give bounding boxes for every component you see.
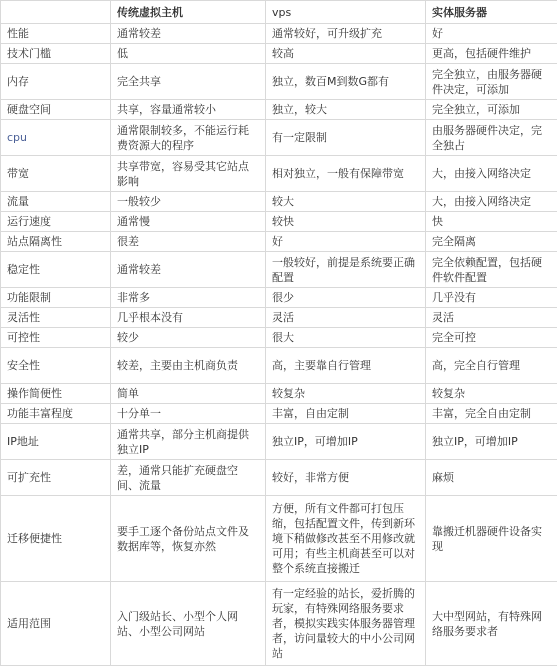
- cell-virtual-host: 通常限制较多，不能运行耗费资源大的程序: [111, 120, 266, 156]
- cell-virtual-host: 要手工逐个备份站点文件及数据库等，恢复亦然: [111, 496, 266, 582]
- cell-virtual-host: 通常慢: [111, 212, 266, 232]
- row-label: 硬盘空间: [1, 100, 111, 120]
- cell-virtual-host: 通常较差: [111, 24, 266, 44]
- cell-virtual-host: 很差: [111, 232, 266, 252]
- row-label: 灵活性: [1, 308, 111, 328]
- row-label: 安全性: [1, 348, 111, 384]
- header-vps: vps: [266, 1, 426, 24]
- table-row: [1, 288, 557, 308]
- cell-virtual-host: 较差，主要由主机商负责: [111, 348, 266, 384]
- cell-dedicated-server: 完全独立，由服务器硬件决定，可添加: [426, 64, 557, 100]
- cell-vps: 丰富，自由定制: [266, 404, 426, 424]
- table-row: [1, 100, 557, 120]
- table-row: [1, 156, 557, 192]
- cell-vps: 较复杂: [266, 384, 426, 404]
- row-label: 适用范围: [1, 582, 111, 666]
- cell-virtual-host: 几乎根本没有: [111, 308, 266, 328]
- row-label: 带宽: [1, 156, 111, 192]
- cell-dedicated-server: 完全依赖配置，包括硬件软件配置: [426, 252, 557, 288]
- cell-virtual-host: 入门级站长、小型个人网站、小型公司网站: [111, 582, 266, 666]
- row-label: 流量: [1, 192, 111, 212]
- cell-vps: 高，主要靠自行管理: [266, 348, 426, 384]
- cell-dedicated-server: 快: [426, 212, 557, 232]
- table-row: [1, 64, 557, 100]
- cell-vps: 很少: [266, 288, 426, 308]
- table-row: [1, 348, 557, 384]
- cell-vps: 独立，数百M到数G都有: [266, 64, 426, 100]
- cell-dedicated-server: 完全可控: [426, 328, 557, 348]
- cell-vps: 一般较好，前提是系统要正确配置: [266, 252, 426, 288]
- cell-dedicated-server: 高，完全自行管理: [426, 348, 557, 384]
- table-row: [1, 24, 557, 44]
- cell-virtual-host: 通常共享，部分主机商提供独立IP: [111, 424, 266, 460]
- row-label: 可扩充性: [1, 460, 111, 496]
- table-row: [1, 192, 557, 212]
- cell-vps: 方便，所有文件都可打包压缩，包括配置文件，传到新环境下稍做修改甚至不用修改就可用；有些主机商甚至可以对整个系统直接搬迁: [266, 496, 426, 582]
- cell-virtual-host: 较少: [111, 328, 266, 348]
- header-virtual-host: 传统虚拟主机: [111, 1, 266, 24]
- table-row: [1, 120, 557, 156]
- row-label: 功能丰富程度: [1, 404, 111, 424]
- cell-dedicated-server: 更高，包括硬件维护: [426, 44, 557, 64]
- table-row: [1, 460, 557, 496]
- cell-virtual-host: 共享，容量通常较小: [111, 100, 266, 120]
- cell-virtual-host: 完全共享: [111, 64, 266, 100]
- row-label: 运行速度: [1, 212, 111, 232]
- row-label: 内存: [1, 64, 111, 100]
- cell-vps: 有一定限制: [266, 120, 426, 156]
- cell-dedicated-server: 靠搬迁机器硬件设备实现: [426, 496, 557, 582]
- cell-virtual-host: 低: [111, 44, 266, 64]
- cell-virtual-host: 简单: [111, 384, 266, 404]
- table-row: [1, 582, 557, 666]
- cell-vps: 很大: [266, 328, 426, 348]
- row-label: 稳定性: [1, 252, 111, 288]
- table-row: [1, 44, 557, 64]
- table-row: [1, 252, 557, 288]
- table-row: [1, 328, 557, 348]
- table-row: [1, 496, 557, 582]
- cell-dedicated-server: 灵活: [426, 308, 557, 328]
- row-label: 性能: [1, 24, 111, 44]
- table-row: [1, 384, 557, 404]
- row-label: 功能限制: [1, 288, 111, 308]
- cell-vps: 好: [266, 232, 426, 252]
- header-dedicated-server: 实体服务器: [426, 1, 557, 24]
- cell-dedicated-server: 丰富，完全自由定制: [426, 404, 557, 424]
- table-header-row: [1, 1, 557, 24]
- row-label: 可控性: [1, 328, 111, 348]
- table-row: [1, 232, 557, 252]
- cell-dedicated-server: 好: [426, 24, 557, 44]
- cell-dedicated-server: 完全隔离: [426, 232, 557, 252]
- row-label: 操作简便性: [1, 384, 111, 404]
- row-label: IP地址: [1, 424, 111, 460]
- cell-dedicated-server: 几乎没有: [426, 288, 557, 308]
- table-row: [1, 308, 557, 328]
- row-label: 技术门槛: [1, 44, 111, 64]
- cell-dedicated-server: 独立IP，可增加IP: [426, 424, 557, 460]
- cell-virtual-host: 十分单一: [111, 404, 266, 424]
- cell-dedicated-server: 大，由接入网络决定: [426, 156, 557, 192]
- cell-dedicated-server: 完全独立，可添加: [426, 100, 557, 120]
- table-row: [1, 424, 557, 460]
- cell-vps: 独立IP，可增加IP: [266, 424, 426, 460]
- cell-dedicated-server: 麻烦: [426, 460, 557, 496]
- cell-virtual-host: 共享带宽，容易受其它站点影响: [111, 156, 266, 192]
- row-label: 迁移便捷性: [1, 496, 111, 582]
- cell-vps: 独立，较大: [266, 100, 426, 120]
- cell-dedicated-server: 大中型网站，有特殊网络服务要求者: [426, 582, 557, 666]
- cell-vps: 有一定经验的站长，爱折腾的玩家，有特殊网络服务要求者，模拟实践实体服务器管理者，访问量较大的中小公司网站: [266, 582, 426, 666]
- cell-vps: 较高: [266, 44, 426, 64]
- cell-vps: 通常较好，可升级扩充: [266, 24, 426, 44]
- table-row: [1, 404, 557, 424]
- cell-virtual-host: 差，通常只能扩充硬盘空间、流量: [111, 460, 266, 496]
- row-label: cpu: [1, 120, 111, 156]
- cell-vps: 较好，非常方便: [266, 460, 426, 496]
- row-label: 站点隔离性: [1, 232, 111, 252]
- cell-dedicated-server: 由服务器硬件决定，完全独占: [426, 120, 557, 156]
- cell-dedicated-server: 大，由接入网络决定: [426, 192, 557, 212]
- cell-virtual-host: 通常较差: [111, 252, 266, 288]
- cell-virtual-host: 一般较少: [111, 192, 266, 212]
- header-feature: [1, 1, 111, 24]
- cell-vps: 较快: [266, 212, 426, 232]
- cell-vps: 较大: [266, 192, 426, 212]
- cell-vps: 灵活: [266, 308, 426, 328]
- cell-dedicated-server: 较复杂: [426, 384, 557, 404]
- table-row: [1, 212, 557, 232]
- cell-virtual-host: 非常多: [111, 288, 266, 308]
- cell-vps: 相对独立，一般有保障带宽: [266, 156, 426, 192]
